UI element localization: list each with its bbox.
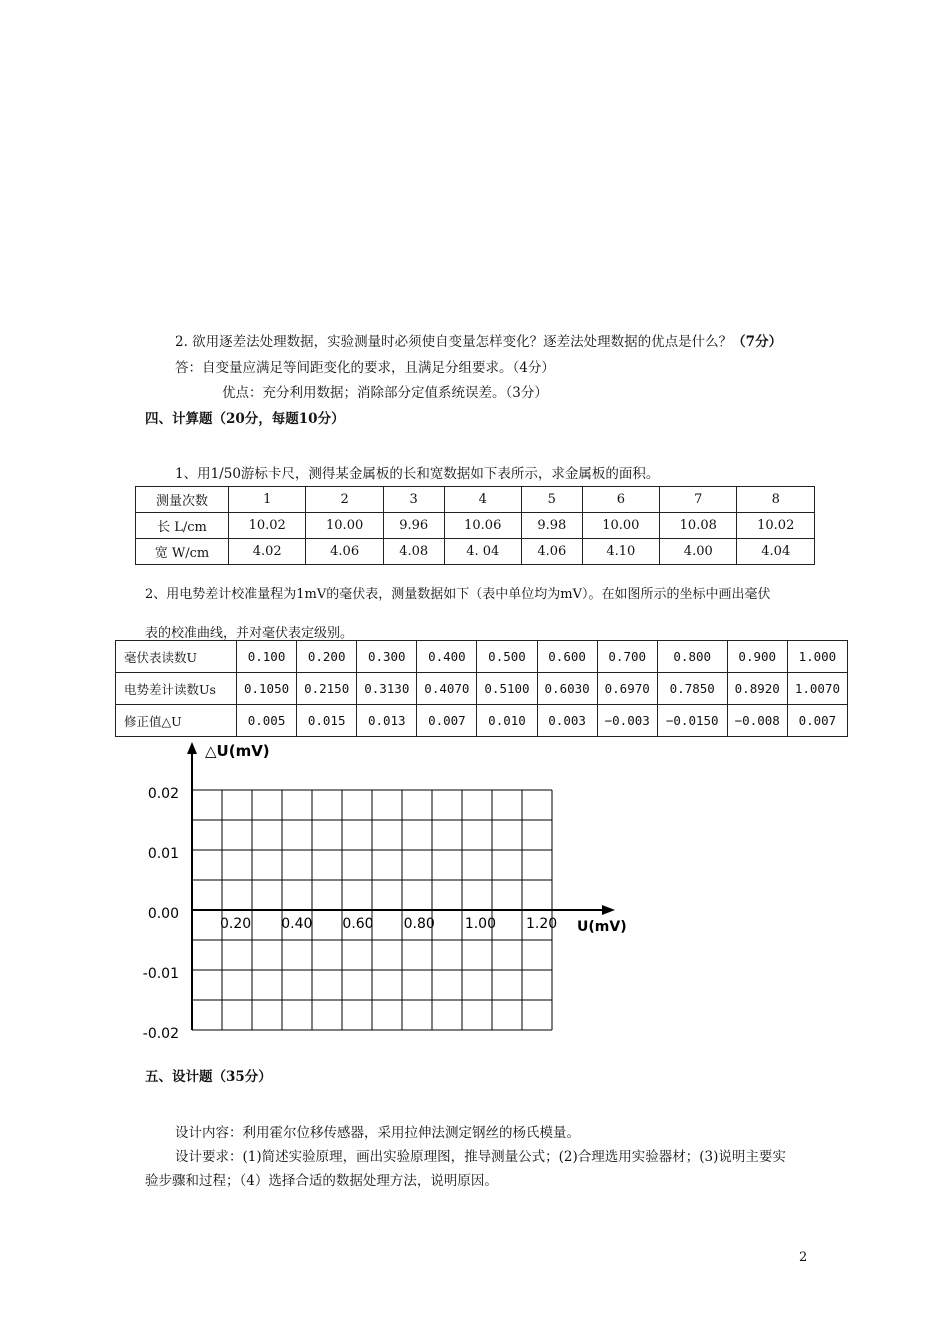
problem1-intro: 1、用1/50游标卡尺，测得某金属板的长和宽数据如下表所示，求金属板的面积。 xyxy=(175,466,660,482)
table-cell: 0.1050 xyxy=(237,673,297,705)
chart-axes xyxy=(187,742,615,1030)
table-cell: 6 xyxy=(582,487,659,513)
table-cell: 3 xyxy=(383,487,444,513)
q2-question xyxy=(175,333,782,351)
q2-answer-1: 答：自变量应满足等间距变化的要求，且满足分组要求。（4分） xyxy=(175,360,555,376)
y-tick-label: 0.00 xyxy=(147,906,179,922)
design-content: 设计内容：利用霍尔位移传感器，采用拉伸法测定钢丝的杨氏模量。 xyxy=(175,1125,580,1141)
table-row xyxy=(136,487,815,513)
table-cell: 0.200 xyxy=(297,641,357,673)
table-cell: 0.007 xyxy=(417,705,477,737)
page-number: 2 xyxy=(799,1250,808,1265)
table-cell: 9.98 xyxy=(521,513,582,539)
table-cell: 4.00 xyxy=(660,539,737,565)
table-cell: 0.4070 xyxy=(417,673,477,705)
table-cell: 4.08 xyxy=(383,539,444,565)
x-tick-labels xyxy=(220,916,557,932)
table-cell: 0.6970 xyxy=(597,673,657,705)
table-cell: 0.3130 xyxy=(357,673,417,705)
table-cell: 0.700 xyxy=(597,641,657,673)
table-cell: 4 xyxy=(444,487,521,513)
table-cell: 10.00 xyxy=(306,513,383,539)
problem2-intro-1: 2、用电势差计校准量程为1mV的毫伏表，测量数据如下（表中单位均为mV）。在如图所示的坐标中画出毫伏 xyxy=(145,587,771,602)
table-caliper-data xyxy=(135,486,815,565)
table-cell: −0.003 xyxy=(597,705,657,737)
table-cell: 毫伏表读数U xyxy=(116,641,237,673)
table-cell: 0.005 xyxy=(237,705,297,737)
table-cell: 0.013 xyxy=(357,705,417,737)
table-cell: 0.007 xyxy=(787,705,847,737)
design-requirements-1: 设计要求：(1)简述实验原理，画出实验原理图，推导测量公式；(2)合理选用实验器材；(3)说明主要实 xyxy=(175,1149,786,1165)
table-cell: 0.300 xyxy=(357,641,417,673)
table-cell: 0.600 xyxy=(537,641,597,673)
table-cell: 10.06 xyxy=(444,513,521,539)
y-tick-label: -0.01 xyxy=(142,966,179,982)
q2-question-text: 2. 欲用逐差法处理数据，实验测量时必须使自变量怎样变化？逐差法处理数据的优点是什么？ xyxy=(175,334,733,350)
table-cell: 4.02 xyxy=(229,539,306,565)
table-row xyxy=(116,673,848,705)
table-row xyxy=(116,641,848,673)
x-tick-label: 0.20 xyxy=(220,916,252,932)
table-cell: 长 L/cm xyxy=(136,513,229,539)
table-calibration-data xyxy=(115,640,848,737)
table-row xyxy=(136,539,815,565)
section5-title: 五、设计题（35分） xyxy=(145,1069,272,1085)
x-tick-label: 0.40 xyxy=(281,916,313,932)
table-cell: 2 xyxy=(306,487,383,513)
y-tick-label: 0.02 xyxy=(147,786,179,802)
table-row xyxy=(116,705,848,737)
table-cell: 0.6030 xyxy=(537,673,597,705)
q2-answer-2: 优点：充分利用数据；消除部分定值系统误差。（3分） xyxy=(222,385,548,401)
y-tick-label: 0.01 xyxy=(147,846,179,862)
table-cell: 1 xyxy=(229,487,306,513)
table-cell: −0.0150 xyxy=(657,705,727,737)
y-axis-label: △U(mV) xyxy=(205,742,270,760)
table-cell: 4.10 xyxy=(582,539,659,565)
table-cell: 0.800 xyxy=(657,641,727,673)
table-cell: 0.5100 xyxy=(477,673,537,705)
table-cell: 0.900 xyxy=(727,641,787,673)
table-cell: 0.100 xyxy=(237,641,297,673)
y-axis-arrow-icon xyxy=(187,742,197,754)
y-tick-labels xyxy=(143,786,179,1038)
table-cell: 7 xyxy=(660,487,737,513)
calibration-chart xyxy=(135,738,635,1038)
table-cell: 0.010 xyxy=(477,705,537,737)
design-requirements-2: 验步骤和过程；（4）选择合适的数据处理方法，说明原因。 xyxy=(145,1173,498,1189)
table-cell: 0.8920 xyxy=(727,673,787,705)
table-cell: 测量次数 xyxy=(136,487,229,513)
table-cell: 修正值△U xyxy=(116,705,237,737)
table-cell: 10.00 xyxy=(582,513,659,539)
table-cell: 1.000 xyxy=(787,641,847,673)
table-cell: 10.02 xyxy=(229,513,306,539)
table-cell: 0.400 xyxy=(417,641,477,673)
x-tick-label: 0.80 xyxy=(403,916,435,932)
table-cell: 4. 04 xyxy=(444,539,521,565)
table-cell: 10.02 xyxy=(737,513,815,539)
table-cell: 电势差计读数Us xyxy=(116,673,237,705)
problem2-intro-2: 表的校准曲线，并对毫伏表定级别。 xyxy=(145,626,354,641)
table-cell: 10.08 xyxy=(660,513,737,539)
table-cell: 9.96 xyxy=(383,513,444,539)
x-axis-arrow-icon xyxy=(602,905,615,915)
y-tick-label: -0.02 xyxy=(142,1026,179,1038)
x-axis-label: U(mV) xyxy=(577,919,627,935)
table-cell: 4.04 xyxy=(737,539,815,565)
table-cell: 0.015 xyxy=(297,705,357,737)
table-cell: 0.500 xyxy=(477,641,537,673)
section4-title: 四、计算题（20分，每题10分） xyxy=(145,411,345,427)
q2-points: （7分） xyxy=(732,334,783,350)
table-cell: −0.008 xyxy=(727,705,787,737)
table-row xyxy=(136,513,815,539)
table-cell: 0.7850 xyxy=(657,673,727,705)
table-cell: 8 xyxy=(737,487,815,513)
table-cell: 1.0070 xyxy=(787,673,847,705)
x-tick-label: 1.20 xyxy=(526,916,558,932)
table-cell: 5 xyxy=(521,487,582,513)
table-cell: 4.06 xyxy=(306,539,383,565)
table-cell: 4.06 xyxy=(521,539,582,565)
table-cell: 宽 W/cm xyxy=(136,539,229,565)
x-tick-label: 1.00 xyxy=(464,916,496,932)
x-tick-label: 0.60 xyxy=(342,916,374,932)
table-cell: 0.2150 xyxy=(297,673,357,705)
table-cell: 0.003 xyxy=(537,705,597,737)
